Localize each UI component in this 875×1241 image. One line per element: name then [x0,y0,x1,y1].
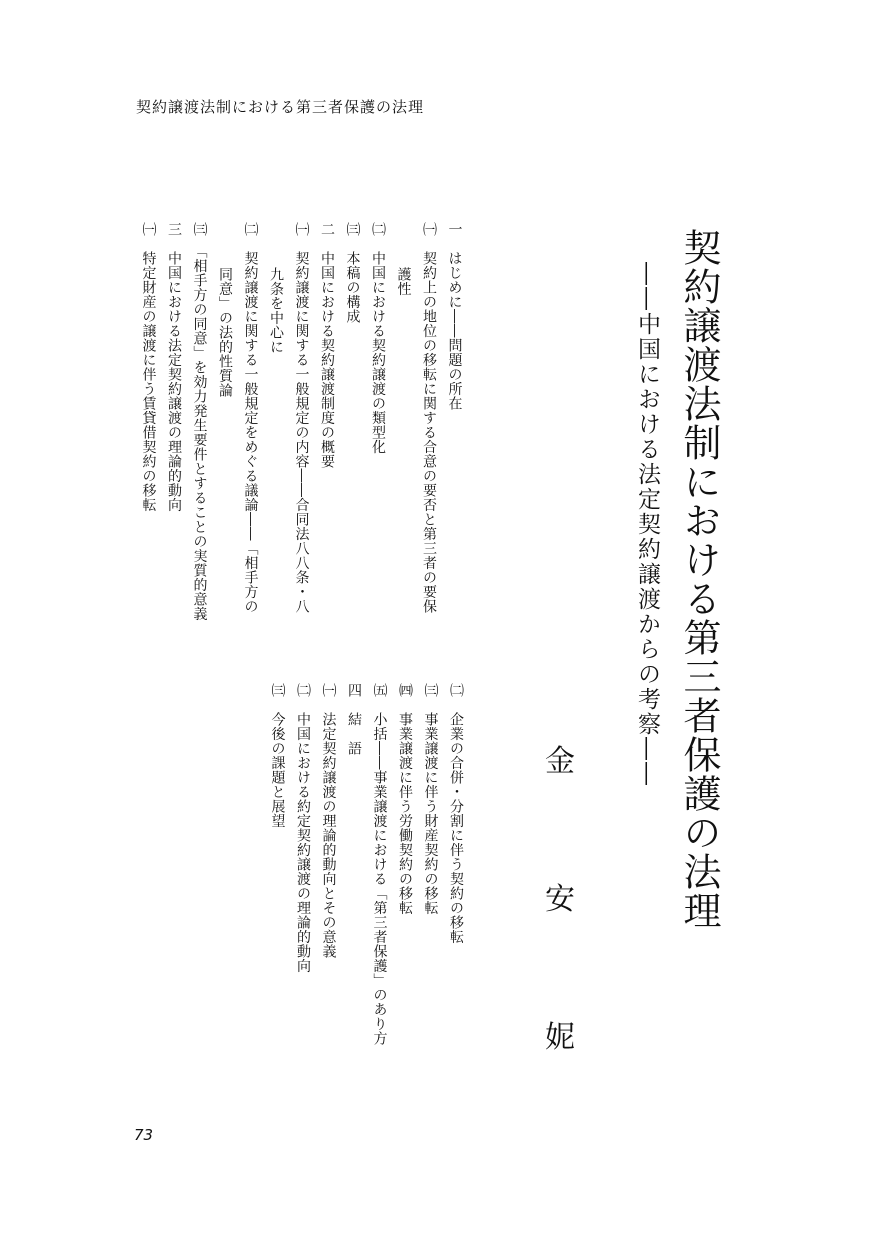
table-of-contents-part1 [135,222,467,621]
toc-section-heading: 一 はじめに――問題の所在 [446,222,463,411]
running-header: 契約譲渡法制における第三者保護の法理 [136,98,425,116]
toc-item: ㈢ 「相手方の同意」を効力発生要件とすることの実質的意義 [191,222,208,621]
toc-section-heading: 四 結 語 [346,683,362,756]
toc-item: ㈡ 中国における契約譲渡の類型化 [370,222,386,454]
table-of-contents-part2 [264,683,468,1046]
toc-section-heading: 三 中国における法定契約譲渡の理論的動向 [166,222,182,512]
toc-item: ㈠ 法定契約譲渡の理論的動向とその意義 [320,683,337,959]
toc-item: ㈢ 本稿の構成 [344,222,361,324]
author-char: 安 [545,882,575,917]
author-char: 金 [545,744,575,779]
toc-line-continuation: 九条を中心に [268,266,284,354]
toc-section-heading: 二 中国における契約譲渡制度の概要 [319,222,335,469]
toc-item: ㈢ 今後の課題と展望 [269,683,286,828]
toc-item: ㈣ 事業譲渡に伴う労働契約の移転 [397,683,413,915]
toc-item: ㈡ 企業の合併・分割に伴う契約の移転 [448,683,464,944]
article-title: 契約譲渡法制における第三者保護の法理 [677,228,721,930]
toc-item: ㈡ 中国における約定契約譲渡の理論的動向 [295,683,311,973]
page-number: 73 [134,1126,154,1144]
toc-item: ㈢ 事業譲渡に伴う財産契約の移転 [422,683,439,915]
article-subtitle: ――中国における法定契約譲渡からの考察―― [634,262,660,787]
toc-line-continuation: 同意」の法的性質論 [217,266,233,398]
author-name [538,736,582,1056]
author-char: 妮 [545,1020,575,1055]
toc-line-continuation: 護性 [395,266,412,296]
toc-item: ㈡ 契約譲渡に関する一般規定をめぐる議論――「相手方の [242,222,259,614]
toc-item: ㈠ 特定財産の譲渡に伴う賃貸借契約の移転 [140,222,157,512]
toc-item: ㈠ 契約譲渡に関する一般規定の内容――合同法八八条・八 [293,222,310,614]
toc-item: ㈤ 小括――事業譲渡における「第三者保護」のあり方 [371,683,388,1046]
toc-item: ㈠ 契約上の地位の移転に関する合意の要否と第三者の要保 [421,222,437,614]
